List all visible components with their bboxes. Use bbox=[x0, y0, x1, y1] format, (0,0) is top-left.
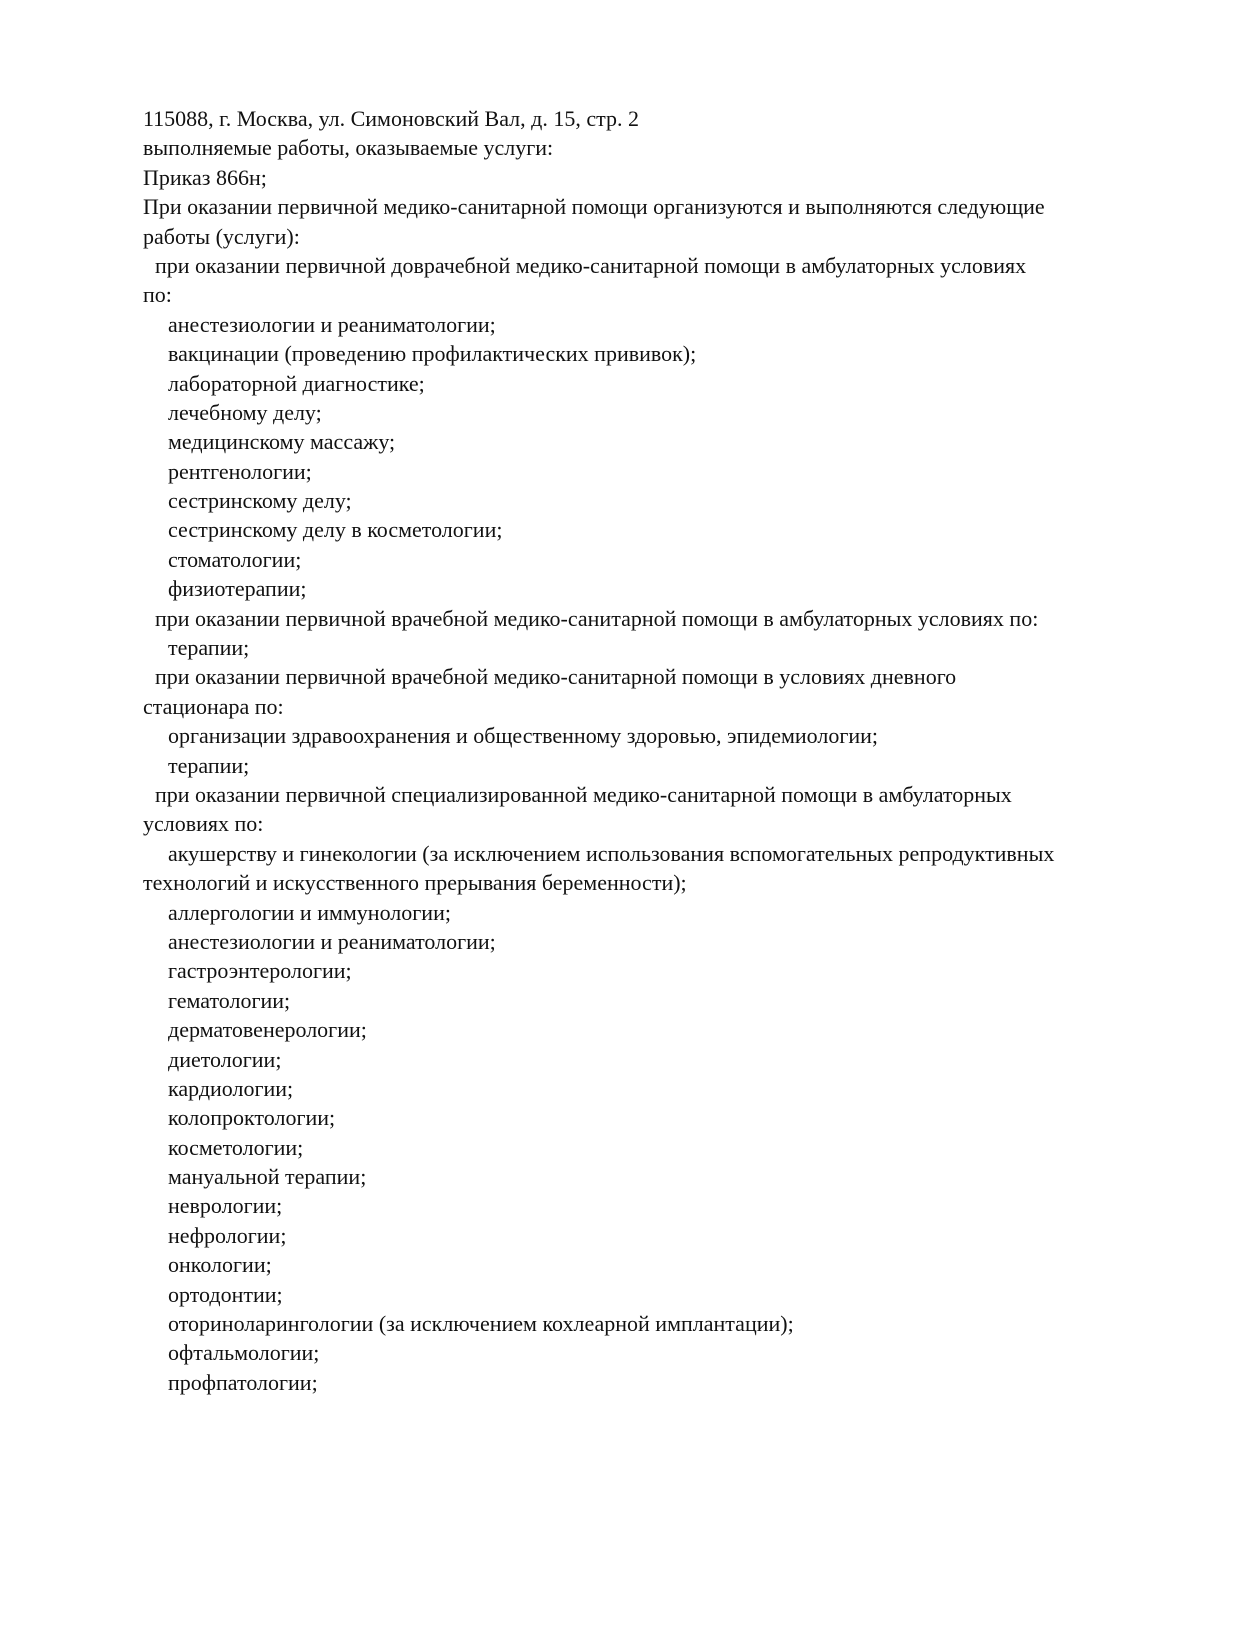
document-line: офтальмологии; bbox=[168, 1340, 320, 1366]
document-line: физиотерапии; bbox=[168, 576, 307, 602]
document-line: онкологии; bbox=[168, 1252, 272, 1278]
document-line: терапии; bbox=[168, 752, 250, 778]
document-line: 115088, г. Москва, ул. Симоновский Вал, д. 15, стр. 2 bbox=[143, 106, 639, 131]
document-line: профпатологии; bbox=[168, 1369, 318, 1395]
document-line: организации здравоохранения и общественному здоровью, эпидемиологии; bbox=[168, 723, 879, 749]
document-line: по: bbox=[143, 282, 172, 308]
document-line: дерматовенерологии; bbox=[168, 1017, 367, 1043]
document-line: при оказании первичной врачебной медико-санитарной помощи в амбулаторных условиях по: bbox=[155, 605, 1039, 631]
document-line: при оказании первичной специализированной медико-санитарной помощи в амбулаторных bbox=[155, 781, 1012, 807]
document-line: нефрологии; bbox=[168, 1222, 287, 1248]
document-line: оториноларингологии (за исключением кохлеарной имплантации); bbox=[168, 1311, 794, 1337]
document-line: косметологии; bbox=[168, 1134, 304, 1160]
document-line: при оказании первичной врачебной медико-санитарной помощи в условиях дневного bbox=[155, 664, 957, 690]
document-body bbox=[143, 104, 1153, 1397]
document-line: анестезиологии и реаниматологии; bbox=[168, 311, 496, 337]
document-line: ортодонтии; bbox=[168, 1281, 283, 1307]
document-line: вакцинации (проведению профилактических прививок); bbox=[168, 341, 697, 367]
document-line: сестринскому делу; bbox=[168, 488, 352, 514]
document-line: стоматологии; bbox=[168, 546, 302, 572]
document-line: рентгенологии; bbox=[168, 458, 312, 484]
document-line: колопроктологии; bbox=[168, 1105, 336, 1131]
document-line: Приказ 866н; bbox=[143, 164, 267, 190]
document-line: лабораторной диагностике; bbox=[168, 370, 425, 396]
document-line: сестринскому делу в косметологии; bbox=[168, 517, 503, 543]
document-line: аллергологии и иммунологии; bbox=[168, 899, 451, 925]
document-line: медицинскому массажу; bbox=[168, 429, 396, 455]
document-line: технологий и искусственного прерывания беременности); bbox=[143, 870, 687, 896]
document-line: при оказании первичной доврачебной медико-санитарной помощи в амбулаторных условиях bbox=[155, 252, 1027, 278]
document-line: акушерству и гинекологии (за исключением использования вспомогательных репродуктивных bbox=[168, 840, 1055, 866]
document-line: работы (услуги): bbox=[143, 223, 300, 249]
document-line: стационара по: bbox=[143, 693, 284, 719]
document-line: кардиологии; bbox=[168, 1075, 294, 1101]
document-line: При оказании первичной медико-санитарной помощи организуются и выполняются следующие bbox=[143, 194, 1045, 220]
document-line: диетологии; bbox=[168, 1046, 282, 1072]
document-line: выполняемые работы, оказываемые услуги: bbox=[143, 135, 554, 161]
document-line: лечебному делу; bbox=[168, 399, 322, 425]
document-line: терапии; bbox=[168, 635, 250, 661]
document-line: мануальной терапии; bbox=[168, 1164, 367, 1190]
document-line: условиях по: bbox=[143, 811, 264, 837]
document-line: неврологии; bbox=[168, 1193, 283, 1219]
document-line: гастроэнтерологии; bbox=[168, 958, 352, 984]
document-line: анестезиологии и реаниматологии; bbox=[168, 928, 496, 954]
document-line: гематологии; bbox=[168, 987, 291, 1013]
